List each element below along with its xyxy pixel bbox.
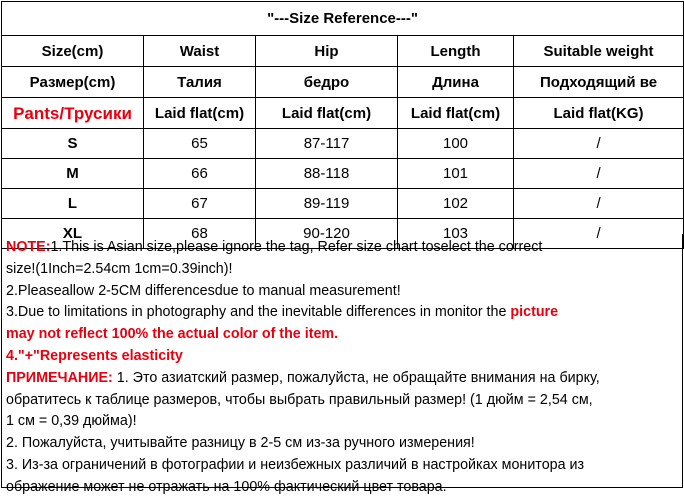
note-line: 1 см = 0,39 дюйма)!	[6, 413, 137, 430]
notes-section	[1, 234, 683, 495]
hip-cell: 87-117	[256, 129, 398, 159]
note-line	[6, 368, 678, 390]
header-hip-ru: бедро	[256, 67, 398, 98]
measure-method-row	[2, 98, 684, 129]
header-waist: Waist	[144, 36, 256, 67]
length-method: Laid flat(cm)	[398, 98, 514, 129]
weight-cell: /	[514, 219, 684, 249]
hip-cell: 88-118	[256, 159, 398, 189]
length-cell: 102	[398, 189, 514, 219]
waist-cell: 66	[144, 159, 256, 189]
size-chart-table	[1, 1, 684, 249]
table-row	[2, 159, 684, 189]
length-cell: 100	[398, 129, 514, 159]
header-row-english	[2, 36, 684, 67]
size-cell: S	[2, 129, 144, 159]
header-size-ru: Размер(cm)	[2, 67, 144, 98]
waist-cell: 68	[144, 219, 256, 249]
note-label: NOTE:	[6, 239, 51, 255]
hip-method: Laid flat(cm)	[256, 98, 398, 129]
size-cell: L	[2, 189, 144, 219]
size-cell: M	[2, 159, 144, 189]
note-line: обратитесь к таблице размеров, чтобы выбрать правильный размер! (1 дюйм = 2,54 см,	[6, 391, 593, 408]
waist-method: Laid flat(cm)	[144, 98, 256, 129]
note-line: 2.Pleaseallow 2-5CM differencesdue to manual measurement!	[6, 282, 401, 299]
note-line: 2. Пожалуйста, учитывайте разницу в 2-5 см из-за ручного измерения!	[6, 435, 475, 452]
header-hip: Hip	[256, 36, 398, 67]
header-row-russian	[2, 67, 684, 98]
note-line	[6, 237, 678, 259]
header-length: Length	[398, 36, 514, 67]
table-row	[2, 189, 684, 219]
elasticity-note: 4."+"Represents elasticity	[6, 347, 183, 364]
table-row	[2, 129, 684, 159]
hip-cell: 89-119	[256, 189, 398, 219]
waist-cell: 65	[144, 129, 256, 159]
note-line: size!(1Inch=2.54cm 1cm=0.39inch)!	[6, 260, 233, 277]
length-cell: 101	[398, 159, 514, 189]
header-waist-ru: Талия	[144, 67, 256, 98]
length-cell: 103	[398, 219, 514, 249]
note-text: 1. Это азиатский размер, пожалуйста, не обращайте внимания на бирку,	[112, 369, 600, 386]
note-highlight: picture	[510, 304, 559, 321]
note-highlight-line: may not reflect 100% the actual color of the item.	[6, 326, 339, 343]
note-line: ображение может не отражать на 100% фактический цвет товара.	[6, 478, 447, 495]
weight-cell: /	[514, 129, 684, 159]
chart-title: "---Size Reference---"	[2, 2, 684, 36]
note-line	[6, 302, 678, 324]
ru-note-label: ПРИМЕЧАНИЕ:	[6, 369, 113, 386]
header-size: Size(cm)	[2, 36, 144, 67]
weight-cell: /	[514, 189, 684, 219]
note-text: 1.This is Asian size,please ignore the tag, Refer size chart toselect the correct	[50, 239, 543, 255]
note-line: 3. Из-за ограничений в фотографии и неизбежных различий в настройках монитора из	[6, 456, 585, 473]
size-cell: XL	[2, 219, 144, 249]
note-text: 3.Due to limitations in photography and the inevitable differences in monitor the	[6, 304, 511, 321]
title-row	[2, 2, 684, 36]
hip-cell: 90-120	[256, 219, 398, 249]
weight-cell: /	[514, 159, 684, 189]
waist-cell: 67	[144, 189, 256, 219]
header-length-ru: Длина	[398, 67, 514, 98]
header-weight-ru: Подходящий ве	[514, 67, 684, 98]
product-type-label: Pants/Трусики	[2, 98, 144, 129]
weight-method: Laid flat(KG)	[514, 98, 684, 129]
header-weight: Suitable weight	[514, 36, 684, 67]
